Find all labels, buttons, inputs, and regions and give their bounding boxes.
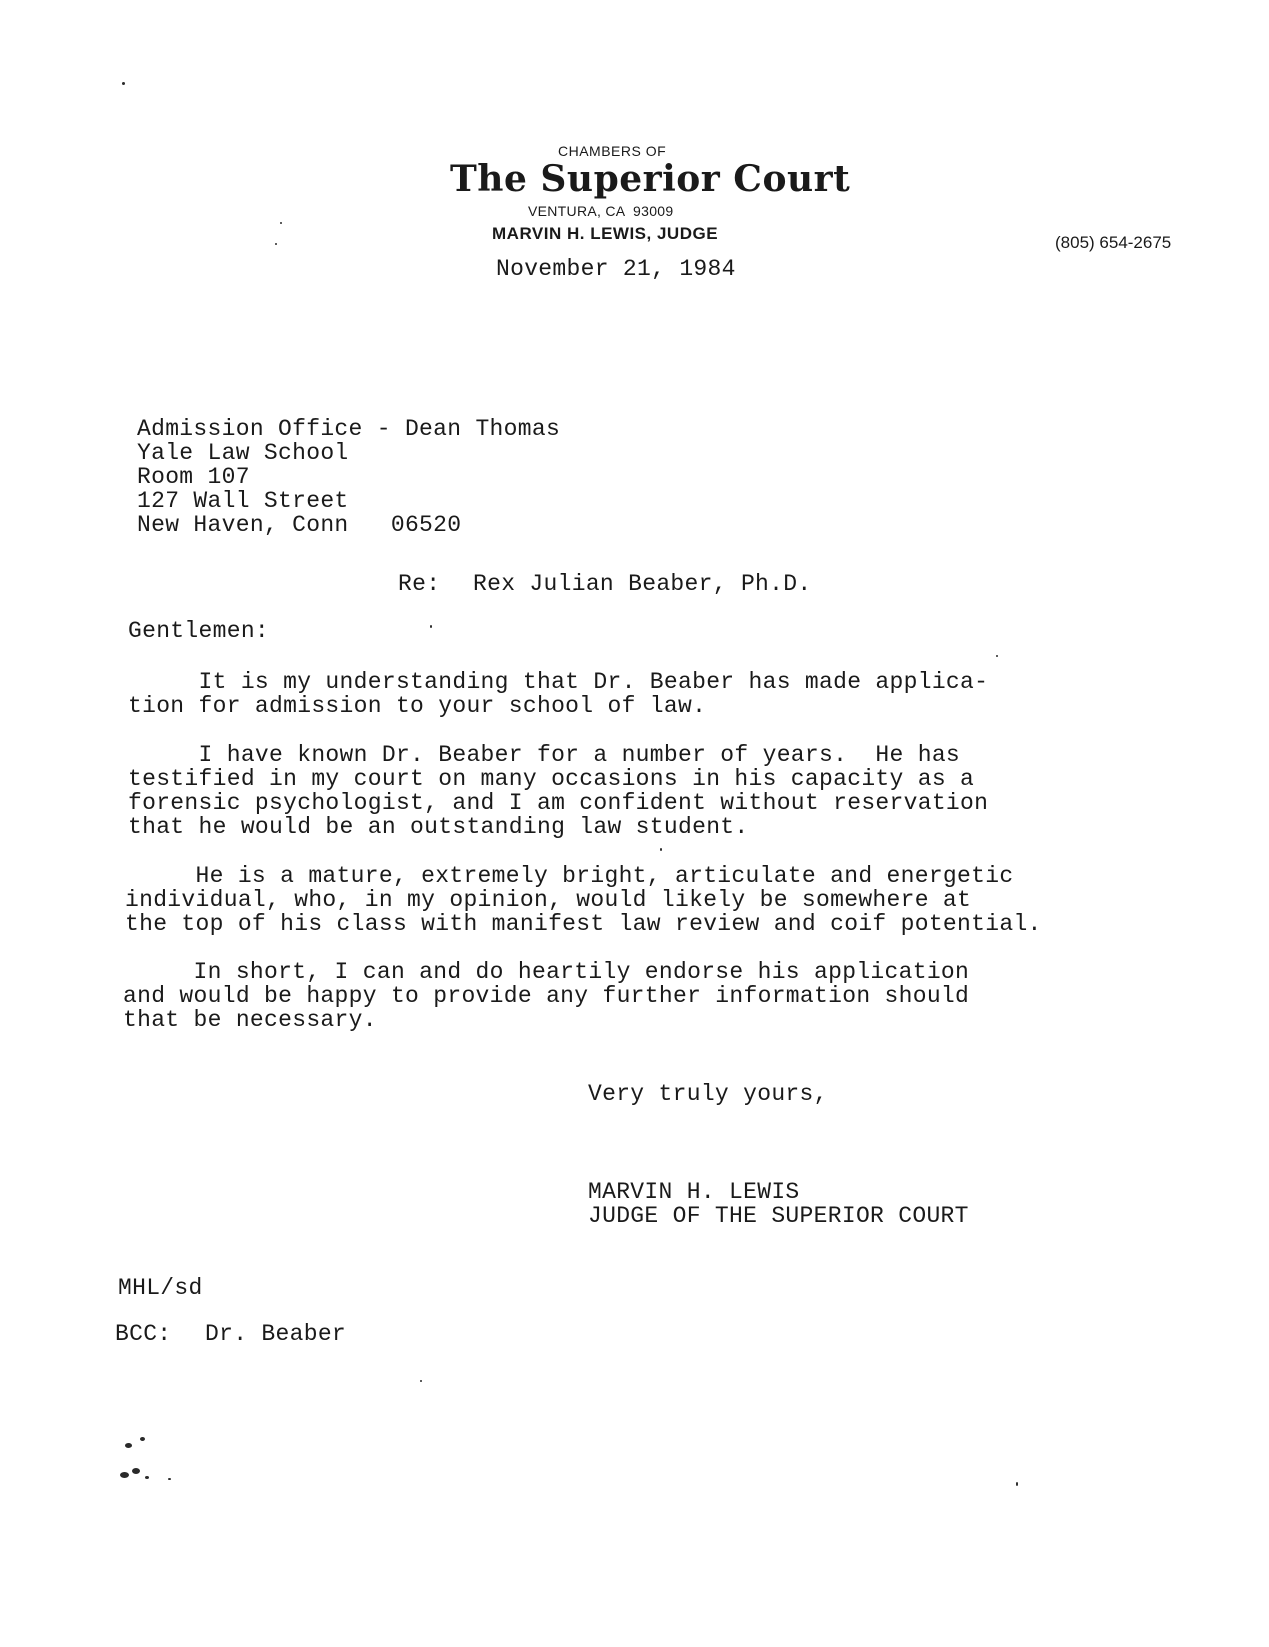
signer-title: JUDGE OF THE SUPERIOR COURT [588, 1203, 969, 1229]
scan-speck [280, 222, 282, 224]
letterhead-chambers: CHAMBERS OF [558, 143, 667, 159]
body-line: and would be happy to provide any further information should [123, 983, 970, 1009]
body-line: tion for admission to your school of law. [128, 693, 707, 719]
scan-speck [996, 655, 998, 657]
body-line: I have known Dr. Beaber for a number of years. He has [128, 742, 961, 768]
scan-speck [132, 1468, 140, 1474]
address-line: 127 Wall Street [137, 488, 349, 514]
body-line: that be necessary. [123, 1007, 377, 1033]
salutation: Gentlemen: [128, 618, 270, 644]
scan-speck [120, 1472, 129, 1478]
body-paragraph-4 [123, 960, 969, 1032]
letterhead-phone: (805) 654-2675 [1055, 233, 1172, 252]
scan-speck [1016, 1482, 1018, 1486]
body-line: individual, who, in my opinion, would likely be somewhere at [125, 887, 972, 913]
signature-block [588, 1180, 969, 1228]
body-line: forensic psychologist, and I am confident without reservation [128, 790, 989, 816]
body-line: It is my understanding that Dr. Beaber has made applica- [128, 669, 989, 695]
letterhead-judge: MARVIN H. LEWIS, JUDGE [492, 224, 719, 243]
body-line: the top of his class with manifest law review and coif potential. [125, 911, 1042, 937]
address-line: Admission Office - Dean Thomas [137, 416, 561, 442]
scan-speck [122, 82, 125, 85]
body-line: He is a mature, extremely bright, articulate and energetic [125, 863, 1014, 889]
letter-date: November 21, 1984 [496, 256, 736, 282]
signer-name: MARVIN H. LEWIS [588, 1179, 800, 1205]
scan-speck [125, 1443, 132, 1448]
address-line: Room 107 [137, 464, 250, 490]
address-line: Yale Law School [137, 440, 349, 466]
letterhead-city: VENTURA, CA 93009 [528, 203, 674, 219]
body-line: In short, I can and do heartily endorse his application [123, 959, 970, 985]
subject-re-text: Rex Julian Beaber, Ph.D. [473, 571, 812, 597]
scan-speck [168, 1478, 171, 1480]
reference-initials: MHL/sd [118, 1275, 203, 1301]
bcc-recipient: Dr. Beaber [205, 1321, 347, 1347]
recipient-address [137, 417, 560, 537]
body-line: that he would be an outstanding law student. [128, 814, 749, 840]
address-line: New Haven, Conn 06520 [137, 512, 462, 538]
scan-speck [140, 1437, 145, 1441]
closing: Very truly yours, [588, 1081, 828, 1107]
scan-speck [660, 848, 662, 851]
subject-re-label: Re: [398, 571, 441, 597]
letterhead-court-name: The Superior Court [450, 158, 851, 200]
scan-speck [275, 243, 277, 245]
scan-speck [430, 625, 432, 628]
body-paragraph-2 [128, 743, 988, 839]
body-line: testified in my court on many occasions in his capacity as a [128, 766, 975, 792]
body-paragraph-1 [128, 670, 988, 718]
body-paragraph-3 [125, 864, 1042, 936]
bcc-label: BCC: [115, 1321, 172, 1347]
scan-speck [420, 1380, 422, 1382]
scan-speck [145, 1476, 149, 1479]
